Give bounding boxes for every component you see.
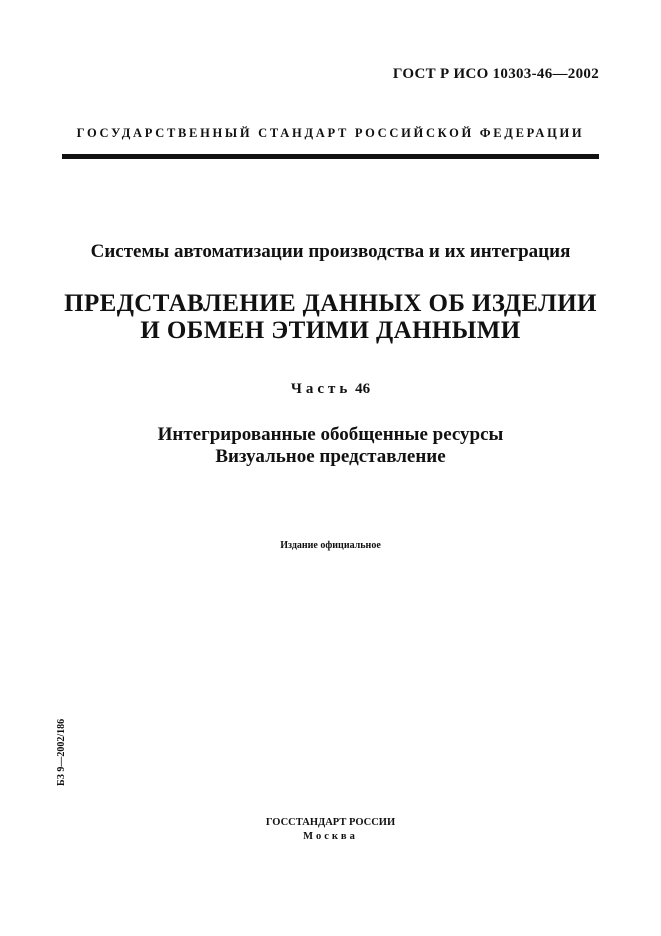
part-number: 46 xyxy=(355,381,371,397)
horizontal-rule xyxy=(62,154,599,159)
publisher: ГОССТАНДАРТ РОССИИ xyxy=(265,817,396,828)
part-heading xyxy=(0,381,661,398)
publisher-city: Москва xyxy=(303,831,358,842)
edition-note: Издание официальное xyxy=(280,540,381,551)
main-title xyxy=(0,290,661,344)
subtitle-line-1: Интегрированные обобщенные ресурсы xyxy=(157,424,504,445)
part-label: Часть xyxy=(290,381,352,397)
document-number: ГОСТ Р ИСО 10303-46—2002 xyxy=(392,66,599,82)
state-standard-heading: ГОСУДАРСТВЕННЫЙ СТАНДАРТ РОССИЙСКОЙ ФЕДЕРАЦИИ xyxy=(76,126,585,140)
subtitle xyxy=(0,424,661,468)
series-title: Системы автоматизации производства и их интеграция xyxy=(90,241,571,262)
main-title-line-1: ПРЕДСТАВЛЕНИЕ ДАННЫХ ОБ ИЗДЕЛИИ xyxy=(64,290,597,317)
subtitle-line-2: Визуальное представление xyxy=(215,446,446,467)
side-catalog-code: БЗ 9—2002/186 xyxy=(56,718,67,786)
main-title-line-2: И ОБМЕН ЭТИМИ ДАННЫМИ xyxy=(140,317,521,344)
